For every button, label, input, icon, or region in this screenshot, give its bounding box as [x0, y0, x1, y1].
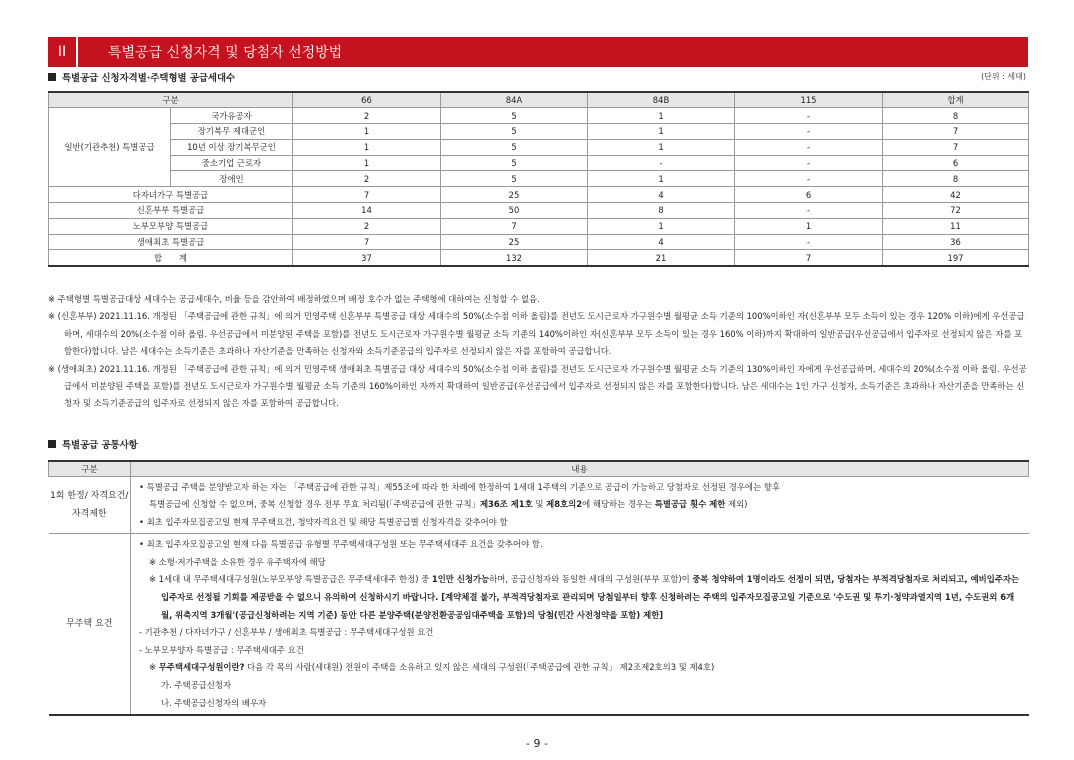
- unit-label: (단위 : 세대): [981, 72, 1026, 81]
- total-row: 합 계 37 132 21 7 197: [49, 250, 1029, 266]
- common-rules-table: [48, 460, 1029, 716]
- table-row: [49, 534, 1029, 715]
- note-first-home: ※ (생애최초) 2021.11.16. 개정된 「주택공급에 관한 규칙」에 의거 민영주택 생애최초 특별공급 대상 세대수의 50%(소수점 이하 올림)를 전년도 도시근로자 가구원수별 월평균 소득 기준의 130%이하인 자에게 우선공급하며, 세대수의 20%(소수점 이하 올림. 우선공급에서 미분양된 주택을 포함)를 전년도 도시근로자 가구원수별 월평균 소득 기준의 160%이하인 자까지 확대하여 일반공급(우선공급에서 입주자로 선정되지 않은 자를 포함한다)합니다. 남은 세대수는 1인 가구 신청자, 소득기준은 초과하나 자산기준을 만족하는 신청자 및 소득기준공급의 입주자로 선정되지 않은 자를 포함하여 공급합니다.: [48, 363, 1027, 409]
- subsection-heading-common: 특별공급 공통사항: [48, 437, 138, 451]
- table-row: 신혼부부 특별공급 14 50 8 - 72: [49, 203, 1029, 219]
- row-content-limit: • 특별공급 주택을 분양받고자 하는 자는 「주택공급에 관한 규칙」제55조에 따라 한 차례에 한정하여 1세대 1주택의 기준으로 공급이 가능하고 당첨자로 선정된 경우에는 향후 특별공급에 신청할 수 없으며, 중복 신청할 경우 전부 무효 처리됨(「주택공급에 관한 규칙」제36조 제1호 및 제8호의2에 해당하는 경우는 특별공급 횟수 제한 제외) • 최초 입주자모집공고일 현재 무주택요건, 청약자격요건 및 해당 특별공급별 신청자격을 갖추어야 함: [131, 476, 1029, 534]
- table-header-row: [49, 92, 1029, 108]
- header-115: 115: [735, 92, 883, 108]
- table-row: 일반(기관추천) 특별공급 국가유공자 2 5 1 - 8: [49, 108, 1029, 124]
- table-row: 장기복무 제대군인 1 5 1 - 7: [49, 124, 1029, 140]
- square-bullet-icon: [48, 73, 56, 81]
- table-row: 10년 이상 장기복무군인 1 5 1 - 7: [49, 139, 1029, 155]
- header-category: 구분: [49, 461, 131, 476]
- header-84b: 84B: [588, 92, 735, 108]
- section-header: [48, 37, 1028, 67]
- square-bullet-icon: [48, 440, 56, 448]
- header-84a: 84A: [441, 92, 588, 108]
- section-number: II: [48, 37, 78, 67]
- header-category: 구분: [49, 92, 293, 108]
- page-number: - 9 -: [526, 737, 548, 750]
- group-label: 일반(기관추천) 특별공급: [49, 108, 171, 187]
- table-header-row: [49, 461, 1029, 476]
- subsection-heading-supply: 특별공급 신청자격별·주택형별 공급세대수: [48, 70, 235, 84]
- table-row: 다자녀가구 특별공급 7 25 4 6 42: [49, 187, 1029, 203]
- table-row: [49, 476, 1029, 534]
- table-row: 생애최초 특별공급 7 25 4 - 36: [49, 234, 1029, 250]
- section-title: 특별공급 신청자격 및 당첨자 선정방법: [78, 37, 1028, 67]
- row-label-limit: 1회 한정/ 자격요건/ 자격제한: [49, 476, 131, 534]
- row-label-homeless: 무주택 요건: [49, 534, 131, 715]
- header-66: 66: [293, 92, 441, 108]
- note-newlywed: ※ (신혼부부) 2021.11.16. 개정된 「주택공급에 관한 규칙」에 의거 민영주택 신혼부부 특별공급 대상 세대수의 50%(소수점 이하 올림)를 전년도 도시근로자 가구원수별 월평균 소득 기준의 100%이하인 자(신혼부부 모두 소득이 있는 경우 120% 이하)에게 우선공급하며, 세대수의 20%(소수점 이하 올림. 우선공급에서 미분양된 주택을 포함)를 전년도 도시근로자 가구원수별 월평균 소득 기준의 140%이하인 자(신혼부부 모두 소득이 있는 경우 160% 이하)까지 확대하여 일반공급(우선공급에서 입주자로 선정되지 않은 자를 포함한다)합니다. 남은 세대수는 소득기준은 초과하나 자산기준을 만족하는 신청자와 소득기준공급의 입주자로 선정되지 않은 자를 포함하여 공급합니다.: [48, 311, 1025, 357]
- notes-block: [48, 291, 1028, 413]
- header-content: 내용: [131, 461, 1029, 476]
- note-general: ※ 주택형별 특별공급대상 세대수는 공급세대수, 비율 등을 감안하여 배정하였으며 배정 호수가 없는 주택형에 대하여는 신청할 수 없음.: [48, 294, 540, 304]
- header-total: 합계: [883, 92, 1029, 108]
- table-row: 노부모부양 특별공급 2 7 1 1 11: [49, 218, 1029, 234]
- table-row: 장애인 2 5 1 - 8: [49, 171, 1029, 187]
- supply-table: [48, 91, 1029, 267]
- row-content-homeless: • 최초 입주자모집공고일 현재 다음 특별공급 유형별 무주택세대구성원 또는 무주택세대주 요건을 갖추어야 함. ※ 소형·저가주택을 소유한 경우 유주택자에 해당 ※ 1세대 내 무주택세대구성원(노부모부양 특별공급은 무주택세대주 한정) 중 1인만 신청가능하며, 공급신청자와 동일한 세대의 구성원(부부 포함)이 중복 청약하여 1명이라도 선정이 되면, 당첨자는 부적격당첨자로 처리되고, 예비입주자는 입주자로 선정될 기회를 제공받을 수 없으니 유의하여 신청하시기 바랍니다. [계약체결 불가, 부적격당첨자로 관리되며 당첨일부터 향후 신청하려는 주택의 입주자모집공고일 기준으로 '수도권 및 투기·청약과열지역 1년, 수도권외 6개월, 위축지역 3개월'(공급신청하려는 지역 기준) 동안 다른 분양주택(분양전환공공임대주택을 포함)의 당첨(민간 사전청약을 포함) 제한] - 기관추천 / 다자녀가구 / 신혼부부 / 생애최초 특별공급 : 무주택세대구성원 요건 - 노부모부양자 특별공급 : 무주택세대주 요건 ※ 무주택세대구성원이란? 다음 각 목의 사람(세대원) 전원이 주택을 소유하고 있지 않은 세대의 구성원(「주택공급에 관한 규칙」 제2조제2호의3 및 제4호) 가. 주택공급신청자 나. 주택공급신청자의 배우자: [131, 534, 1029, 715]
- table-row: 중소기업 근로자 1 5 - - 6: [49, 155, 1029, 171]
